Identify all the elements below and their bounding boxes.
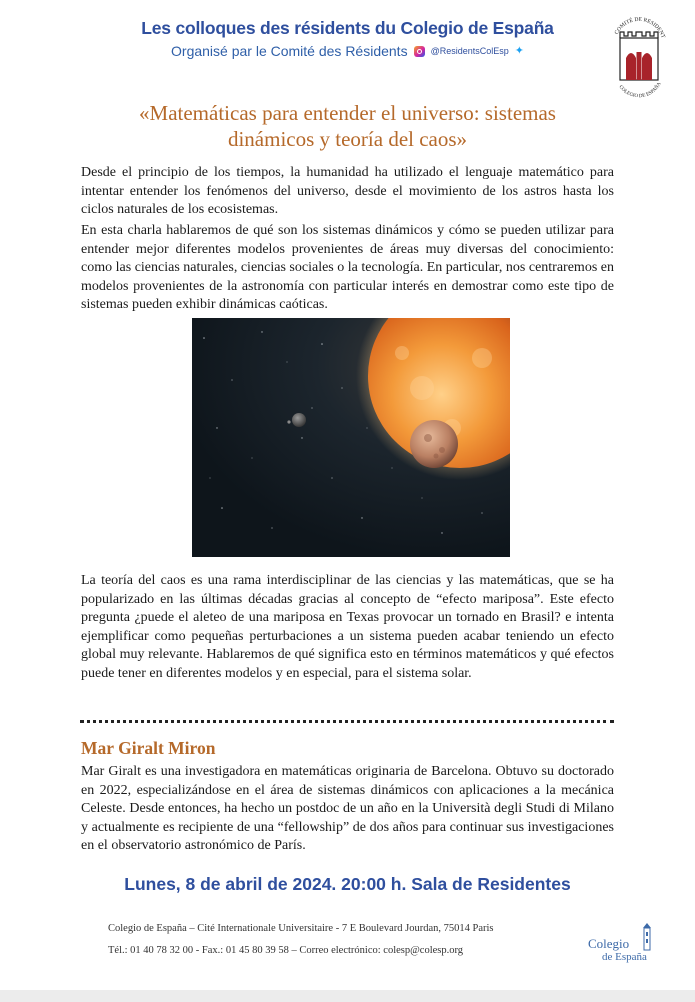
topic-paragraph: En esta charla hablaremos de qué son los sistemas dinámicos y cómo se pueden utilizar para entender mejor diferentes modelos provenientes de áreas muy diversas del conocimiento: como las ciencias naturales, ciencias sociales o la tecnología. En particular, nos centraremos en modelos provenientes de la astronomía con particular interés en demostrar como este tipo de sistemas pueden exhibir dinámicas caóticas. <box>81 223 614 312</box>
header-title: Les colloques des résidents du Colegio de España <box>141 18 554 38</box>
footer-address: Colegio de España – Cité Internationale Universitaire - 7 E Boulevard Jourdan, 75014 Paris <box>108 923 494 934</box>
talk-title-line1: «Matemáticas para entender el universo: sistemas <box>139 101 556 125</box>
bottom-bar <box>0 990 695 1002</box>
residents-committee-emblem <box>608 8 670 104</box>
intro-paragraph: Desde el principio de los tiempos, la humanidad ha utilizado el lenguaje matemático para intentar entender los fenómenos del universo, desde el movimiento de los astros hasta los ciclos naturales de los ecosistemas. <box>81 165 614 217</box>
instagram-icon <box>414 46 425 57</box>
emblem-top-text: COMITÉ DE RESIDENT <box>613 16 666 40</box>
chaos-theory-paragraph: La teoría del caos es una rama interdisciplinar de las ciencias y las matemáticas, que se ha popularizado en las últimas décadas gracias al concepto de “efecto mariposa”. Este efecto pregunta ¿puede el aleteo de una mariposa en Texas provocar un tornado en Brasil? e intenta ejemplificar como pequeñas perturbaciones a un sistema pueden acabar teniendo un efecto global muy relevante. Hablaremos de qué significa esto en términos matemáticos y qué efectos puede tener en diferentes modelos y en especial, para el sistema solar. <box>81 573 614 681</box>
tower-icon <box>638 922 656 952</box>
speaker-bio: Mar Giralt es una investigadora en matemáticas originaria de Barcelona. Obtuvo su doctorado en 2022, especializándose en el área de sistemas dinámicos con aplicaciones a la mecánica Celeste. Desde entonces, ha hecho un postdoc de un año en la Università degli Studi di Milano y actualmente es recipiente de una “fellowship” de dos años para continuar sus investigaciones en el observatorio astronómico de París. <box>81 764 614 853</box>
event-datetime-place: Lunes, 8 de abril de 2024. 20:00 h. Sala de Residentes <box>124 874 571 894</box>
logo-line1: Colegio <box>588 936 630 951</box>
planets-illustration-art <box>192 318 510 557</box>
header-subtitle: Organisé par le Comité des Résidents <box>171 43 408 59</box>
colegio-logo <box>588 922 660 968</box>
twitter-bird-icon: ✦ <box>514 44 524 57</box>
logo-line2: de España <box>602 951 647 963</box>
emblem-bottom-text: COLEGIO DE ESPAÑA <box>617 81 663 100</box>
dotted-divider <box>80 720 614 723</box>
header-subtitle-row <box>0 43 695 59</box>
talk-title-line2: dinámicos y teoría del caos» <box>227 127 468 151</box>
planets-illustration <box>192 318 510 557</box>
social-handle: @ResidentsColEsp <box>430 46 509 56</box>
svg-text:COLEGIO DE ESPAÑA <box>618 82 663 100</box>
talk-title <box>90 100 605 152</box>
header <box>0 18 695 59</box>
footer-contact: Tél.: 01 40 78 32 00 - Fax.: 01 45 80 39 58 – Correo electrónico: colesp@colesp.org <box>108 945 464 956</box>
speaker-name: Mar Giralt Miron <box>81 738 216 758</box>
